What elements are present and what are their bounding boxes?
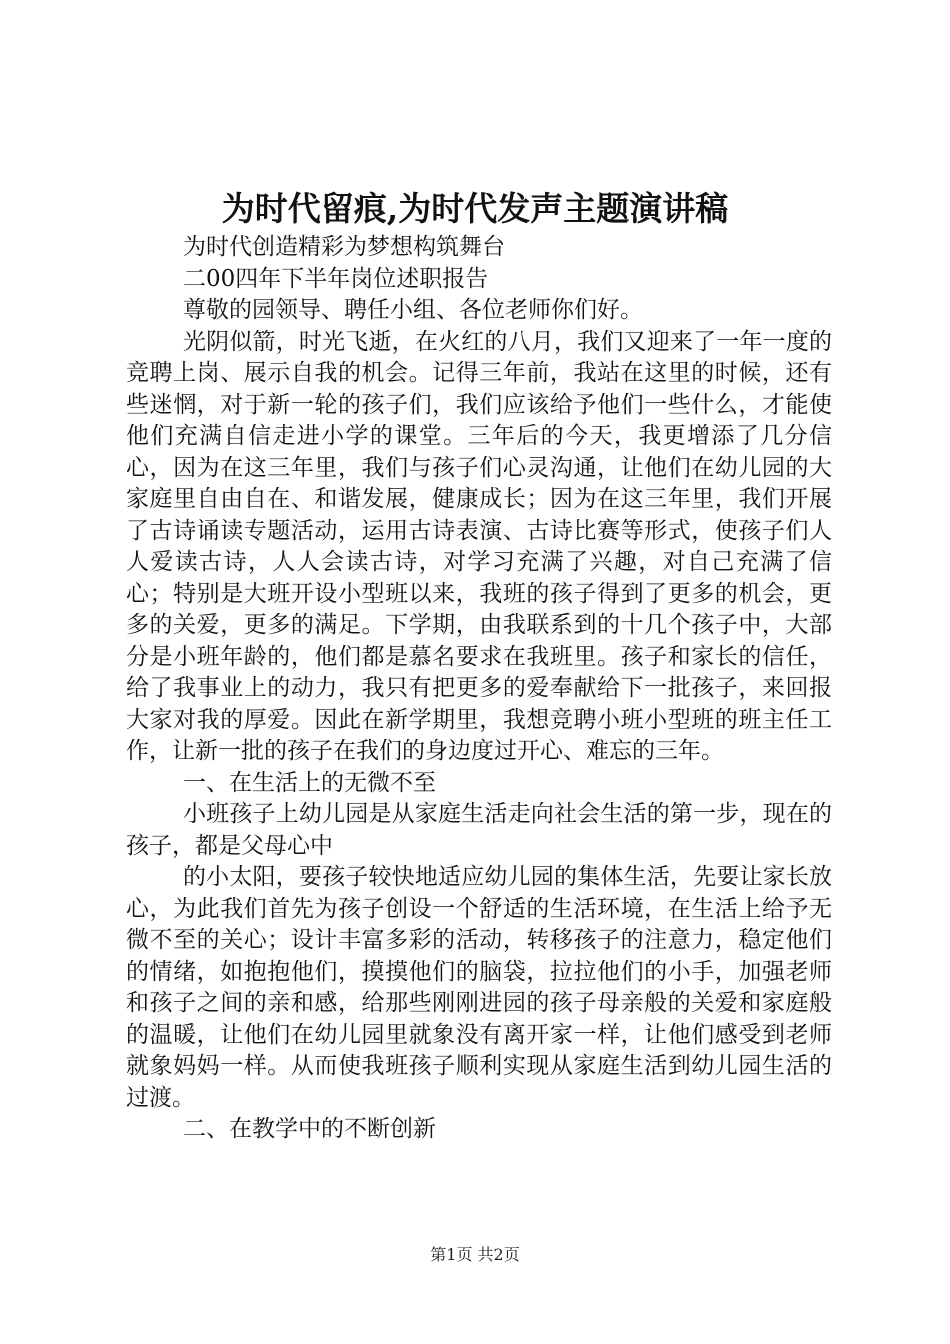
- paragraph: 为时代创造精彩为梦想构筑舞台: [183, 234, 505, 260]
- paragraph: 尊敬的园领导、聘任小组、各位老师你们好。: [183, 297, 643, 323]
- section-heading: 一、在生活上的无微不至: [183, 769, 436, 796]
- document-body: [126, 232, 832, 1146]
- page-footer: 第1页 共2页: [430, 1245, 520, 1264]
- section-heading: 二、在教学中的不断创新: [183, 1116, 436, 1142]
- paragraph: 光阴似箭，时光飞逝，在火红的八月，我们又迎来了一年一度的竞聘上岗、展示自我的机会。记得三年前，我站在这里的时候，还有些迷惘，对于新一轮的孩子们，我们应该给予他们一些什么，才能使他们充满自信走进小学的课堂。三年后的今天，我更增添了几分信心，因为在这三年里，我们与孩子们心灵沟通，让他们在幼儿园的大家庭里自由自在、和谐发展，健康成长；因为在这三年里，我们开展了古诗诵读专题活动，运用古诗表演、古诗比赛等形式，使孩子们人人爱读古诗，人人会读古诗，对学习充满了兴趣，对自己充满了信心；特别是大班开设小型班以来，我班的孩子得到了更多的机会，更多的关爱，更多的满足。下学期，由我联系到的十几个孩子中，大部分是小班年龄的，他们都是慕名要求在我班里。孩子和家长的信任，给了我事业上的动力，我只有把更多的爱奉献给下一批孩子，来回报大家对我的厚爱。因此在新学期里，我想竞聘小班小型班的班主任工作，让新一批的孩子在我们的身边度过开心、难忘的三年。: [126, 328, 832, 764]
- paragraph: 小班孩子上幼儿园是从家庭生活走向社会生活的第一步，现在的孩子，都是父母心中: [126, 801, 832, 859]
- document-title: 为时代留痕,为时代发声主题演讲稿: [221, 189, 729, 228]
- paragraph: 的小太阳，要孩子较快地适应幼儿园的集体生活，先要让家长放心，为此我们首先为孩子创设一个舒适的生活环境，在生活上给予无微不至的关心；设计丰富多彩的活动，转移孩子的注意力，稳定他们的情绪，如抱抱他们，摸摸他们的脑袋，拉拉他们的小手，加强老师和孩子之间的亲和感，给那些刚刚进园的孩子母亲般的关爱和家庭般的温暖，让他们在幼儿园里就象没有离开家一样，让他们感受到老师就象妈妈一样。从而使我班孩子顺利实现从家庭生活到幼儿园生活的过渡。: [126, 864, 832, 1111]
- paragraph: 二00四年下半年岗位述职报告: [183, 265, 489, 292]
